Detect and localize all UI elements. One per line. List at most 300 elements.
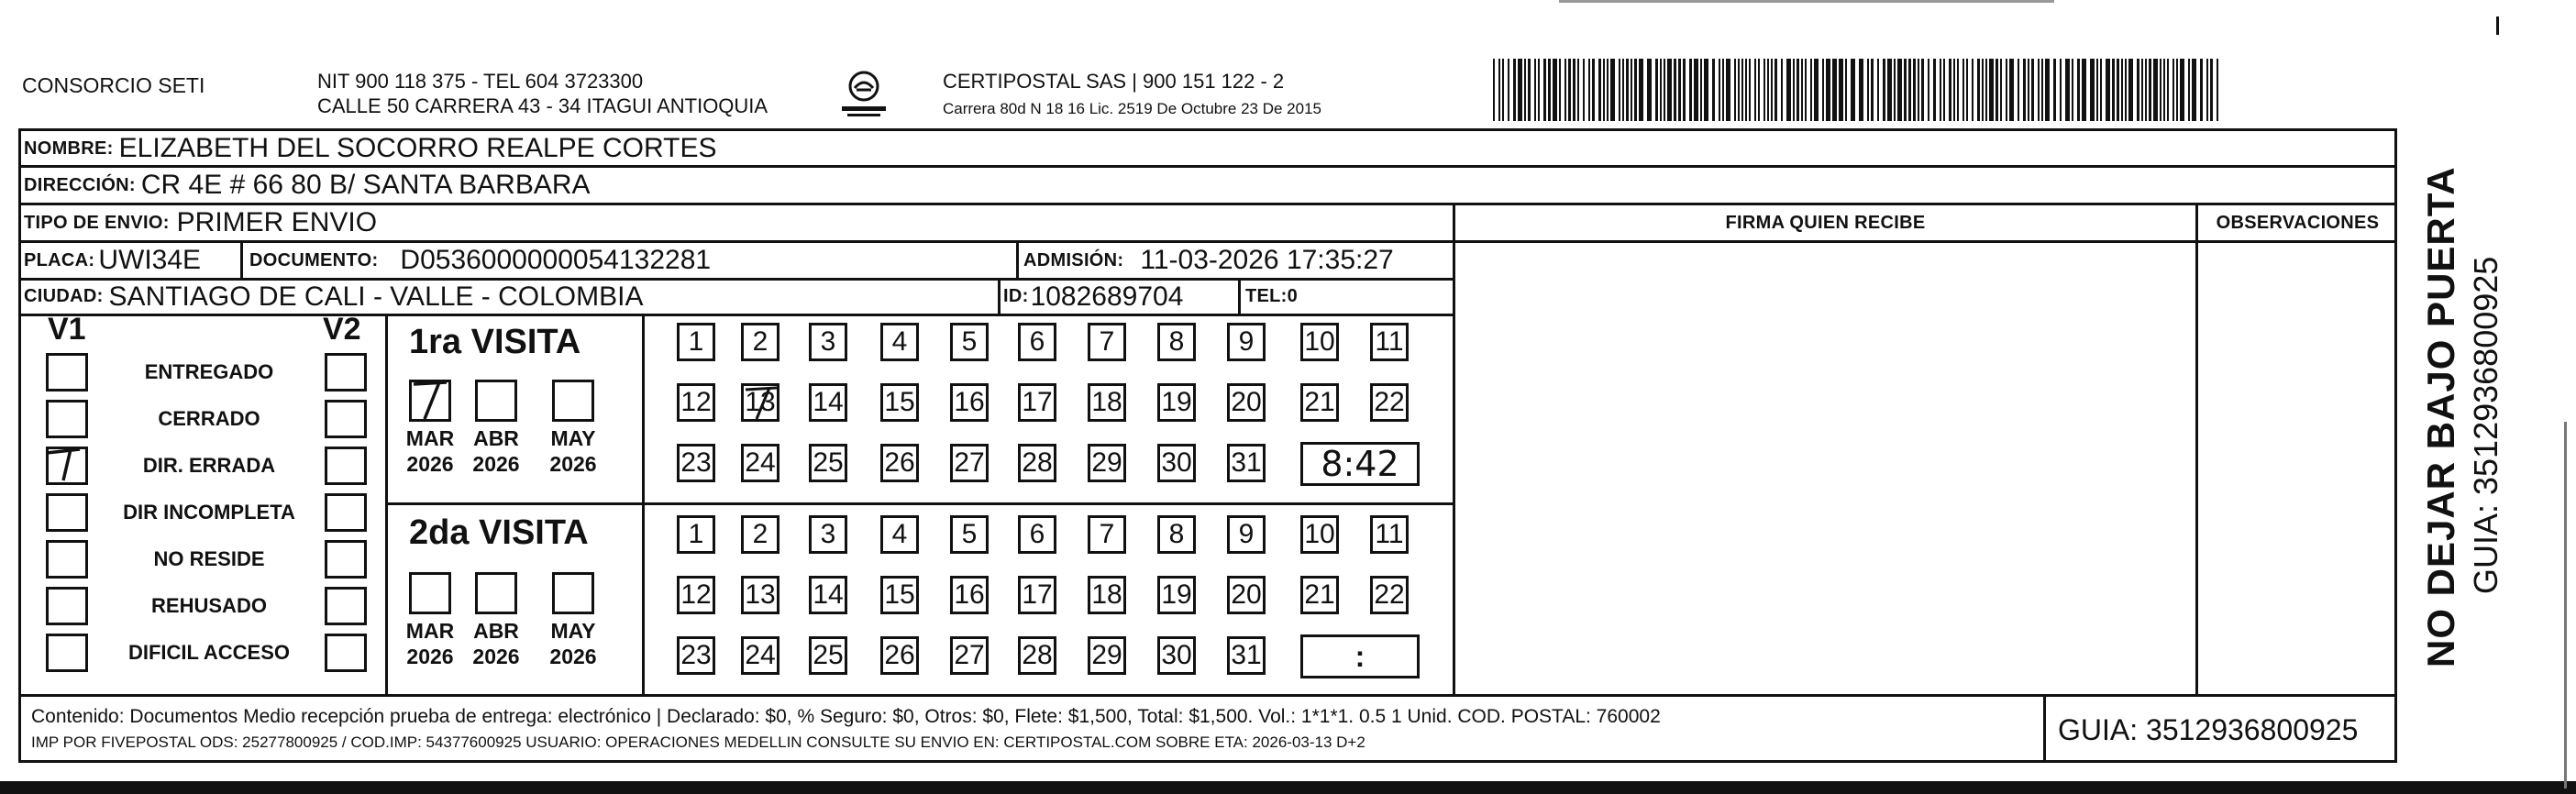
day-box[interactable] [880, 444, 919, 482]
direccion-value: CR 4E # 66 80 B/ SANTA BARBARA [140, 170, 591, 200]
direccion-row [20, 169, 591, 202]
barcode-bar [1805, 59, 1807, 121]
barcode-bar [1877, 59, 1879, 121]
barcode-bar [1534, 59, 1536, 121]
barcode-bar [1845, 59, 1847, 121]
day-number: 20 [1231, 579, 1262, 610]
certipostal-logo [836, 68, 891, 119]
day-box[interactable] [741, 383, 779, 422]
barcode-bar [1726, 59, 1730, 121]
admision-value: 11-03-2026 17:35:27 [1140, 245, 1394, 275]
day-box[interactable] [809, 323, 847, 361]
barcode-bar [2141, 59, 2143, 121]
day-number: 24 [745, 447, 776, 478]
barcode-bar [1822, 59, 1824, 121]
barcode-bar [1722, 59, 1724, 121]
barcode-bar [1904, 59, 1907, 121]
day-number: 14 [813, 579, 844, 610]
barcode-bar [1913, 59, 1916, 121]
day-box[interactable] [1018, 576, 1056, 614]
barcode-bar [1977, 59, 1980, 121]
month-name: MAY [550, 426, 596, 450]
barcode-bar [1583, 59, 1585, 121]
barcode-bar [2117, 59, 2119, 121]
day-number: 16 [954, 387, 985, 417]
day-box[interactable] [1370, 576, 1409, 614]
v2-checkbox[interactable] [325, 400, 367, 438]
divider [1453, 203, 1455, 694]
barcode-bar [2100, 59, 2102, 121]
day-number: 10 [1304, 519, 1335, 549]
divider [240, 240, 243, 278]
barcode-bar [1734, 59, 1736, 121]
id-value: 1082689704 [1030, 281, 1184, 312]
day-box[interactable] [677, 383, 715, 422]
barcode-bar [2009, 59, 2014, 121]
day-number: 28 [1022, 447, 1053, 478]
barcode-bar [1985, 59, 1987, 121]
month-label [398, 425, 462, 477]
day-box[interactable] [677, 323, 715, 361]
month-checkbox[interactable] [552, 380, 594, 422]
day-box[interactable] [1227, 383, 1266, 422]
month-checkbox[interactable] [475, 380, 517, 422]
day-box[interactable] [1370, 323, 1409, 361]
scan-artifact-line [1559, 0, 2054, 3]
v2-checkbox[interactable] [325, 634, 367, 672]
ciudad-value: SANTIAGO DE CALI - VALLE - COLOMBIA [108, 281, 644, 312]
barcode-bar [2192, 59, 2196, 121]
day-number: 30 [1161, 640, 1192, 670]
barcode-bar [1786, 59, 1791, 121]
month-name: ABR [473, 426, 519, 450]
barcode-bar [1887, 59, 1892, 121]
day-box[interactable] [1227, 323, 1266, 361]
day-number: 1 [688, 326, 704, 357]
day-box[interactable] [1018, 636, 1056, 675]
barcode-bar [1957, 59, 1959, 121]
day-box[interactable] [950, 515, 989, 554]
nombre-row [20, 132, 716, 165]
barcode-bar [1921, 59, 1924, 121]
day-box[interactable] [1157, 636, 1196, 675]
day-number: 31 [1231, 640, 1262, 670]
day-number: 19 [1161, 579, 1192, 610]
day-box[interactable] [1088, 444, 1126, 482]
barcode-bar [1962, 59, 1964, 121]
v1-checkbox[interactable] [46, 447, 88, 485]
v2-header: V2 [323, 312, 361, 347]
day-number: 5 [961, 519, 978, 549]
address-line: CALLE 50 CARRERA 43 - 34 ITAGUI ANTIOQUIA [317, 94, 768, 117]
v1-checkbox[interactable] [46, 353, 88, 391]
day-number: 18 [1091, 387, 1122, 417]
day-number: 30 [1161, 447, 1192, 478]
day-box[interactable] [1370, 383, 1409, 422]
barcode-bar [1801, 59, 1803, 121]
day-number: 24 [745, 640, 776, 670]
barcode-bar [1694, 59, 1698, 121]
barcode-bar [1538, 59, 1540, 121]
divider [1016, 240, 1019, 278]
barcode-bar [1894, 59, 1896, 121]
barcode-bar [1631, 59, 1632, 121]
day-box[interactable] [1157, 576, 1196, 614]
month-label [541, 618, 605, 669]
day-number: 4 [891, 519, 908, 549]
barcode-bar [2072, 59, 2073, 121]
day-number: 3 [820, 326, 836, 357]
barcode-bar [1607, 59, 1609, 121]
rule [18, 314, 1453, 316]
month-label [541, 425, 605, 477]
barcode-bar [1738, 59, 1740, 121]
barcode-bar [1897, 59, 1902, 121]
day-number: 1 [688, 519, 704, 549]
day-number: 23 [680, 640, 712, 670]
barcode-bar [1683, 59, 1686, 121]
day-box[interactable] [1088, 515, 1126, 554]
ciudad-label: CIUDAD: [24, 286, 104, 306]
barcode-bar [2045, 59, 2050, 121]
barcode-bar [1502, 59, 1504, 121]
day-box[interactable] [809, 444, 847, 482]
day-box[interactable] [950, 444, 989, 482]
day-box[interactable] [1088, 636, 1126, 675]
day-box[interactable] [950, 636, 989, 675]
day-box[interactable] [1018, 383, 1056, 422]
barcode-bar [2006, 59, 2007, 121]
barcode-bar [1667, 59, 1672, 121]
day-number: 18 [1091, 579, 1122, 610]
day-number: 13 [745, 579, 776, 610]
day-box[interactable] [880, 515, 919, 554]
barcode-bar [2038, 59, 2040, 121]
barcode-bar [2210, 59, 2213, 121]
day-box[interactable] [950, 383, 989, 422]
firma-header: FIRMA QUIEN RECIBE [1725, 213, 1926, 233]
barcode-bar [2121, 59, 2123, 121]
day-box[interactable] [1370, 515, 1409, 554]
barcode-bar [1588, 59, 1590, 121]
v1-checkbox[interactable] [46, 634, 88, 672]
tipo-envio-row [20, 205, 377, 240]
id-label: ID: [1003, 286, 1029, 306]
day-box[interactable] [1227, 444, 1266, 482]
v1-checkbox[interactable] [46, 540, 88, 579]
barcode-bar [1603, 59, 1605, 121]
day-number: 14 [813, 387, 844, 417]
barcode-bar [1619, 59, 1620, 121]
divider [2043, 697, 2046, 763]
barcode-bar [1518, 59, 1522, 121]
tipo-envio-value: PRIMER ENVIO [176, 207, 378, 237]
month-year: 2026 [549, 452, 597, 476]
day-number: 26 [884, 640, 915, 670]
barcode-bar [1883, 59, 1885, 121]
barcode-bar [1943, 59, 1945, 121]
barcode-bar [1851, 59, 1855, 121]
day-number: 29 [1091, 640, 1122, 670]
day-number: 16 [954, 579, 985, 610]
v2-checkbox[interactable] [325, 353, 367, 391]
day-box[interactable] [950, 576, 989, 614]
day-number: 9 [1238, 519, 1255, 549]
day-box[interactable] [677, 576, 715, 614]
day-box[interactable] [1157, 383, 1196, 422]
barcode-bar [1826, 59, 1830, 121]
v1-checkbox[interactable] [46, 400, 88, 438]
day-number: 25 [813, 640, 844, 670]
barcode-bar [1797, 59, 1799, 121]
barcode-bar [1639, 59, 1643, 121]
month-checkbox[interactable] [409, 380, 451, 422]
barcode-bar [2060, 59, 2062, 121]
day-box[interactable] [1300, 383, 1339, 422]
barcode-bar [1989, 59, 1994, 121]
day-mark [742, 382, 782, 423]
day-box[interactable] [1300, 515, 1339, 554]
month-label [464, 425, 528, 477]
day-box[interactable] [677, 444, 715, 482]
time-field[interactable]: : [1300, 634, 1420, 678]
day-number: 27 [954, 447, 985, 478]
barcode-bar [2082, 59, 2086, 121]
v2-checkbox[interactable] [325, 540, 367, 579]
tel-value: 0 [1287, 286, 1299, 306]
documento-row [246, 243, 711, 278]
time-field[interactable]: 8:42 [1300, 442, 1420, 486]
admision-label: ADMISIÓN: [1023, 249, 1124, 270]
side-warning: NO DEJAR BAJO PUERTA [2419, 166, 2462, 667]
day-number: 15 [884, 387, 915, 417]
day-box[interactable] [1157, 515, 1196, 554]
barcode-bar [1498, 59, 1500, 121]
day-box[interactable] [809, 636, 847, 675]
day-box[interactable] [1088, 323, 1126, 361]
status-label: CERRADO [158, 407, 260, 430]
barcode-bar [1867, 59, 1869, 121]
barcode-bar [1655, 59, 1658, 121]
barcode-bar [1918, 59, 1919, 121]
day-box[interactable] [809, 576, 847, 614]
side-guia: GUIA: 3512936800925 [2467, 256, 2504, 594]
barcode-bar [2172, 59, 2174, 121]
barcode-bar [2018, 59, 2019, 121]
day-number: 19 [1161, 387, 1192, 417]
day-box[interactable] [1300, 323, 1339, 361]
barcode-bar [1758, 59, 1760, 121]
barcode-bar [2090, 59, 2095, 121]
month-name: ABR [473, 619, 519, 643]
day-number: 20 [1231, 387, 1262, 417]
barcode-bar [2041, 59, 2043, 121]
barcode-bar [1508, 59, 1509, 121]
day-box[interactable] [1088, 576, 1126, 614]
month-checkbox[interactable] [475, 572, 517, 614]
day-box[interactable] [741, 444, 779, 482]
barcode-bar [2163, 59, 2165, 121]
barcode-bar [2200, 59, 2203, 121]
barcode-bar [2217, 59, 2218, 121]
month-label [464, 618, 528, 669]
barcode-bar [2053, 59, 2056, 121]
day-box[interactable] [1088, 383, 1126, 422]
barcode-bar [1719, 59, 1720, 121]
day-number: 9 [1238, 326, 1255, 357]
day-box[interactable] [1018, 323, 1056, 361]
v1-checkbox[interactable] [46, 587, 88, 625]
day-number: 7 [1099, 519, 1115, 549]
day-number: 15 [884, 579, 915, 610]
day-number: 21 [1304, 387, 1335, 417]
v2-checkbox[interactable] [325, 493, 367, 532]
day-number: 7 [1099, 326, 1115, 357]
day-box[interactable] [1157, 323, 1196, 361]
day-number: 3 [820, 519, 836, 549]
v2-checkbox[interactable] [325, 447, 367, 485]
day-box[interactable] [1157, 444, 1196, 482]
status-label: DIR INCOMPLETA [123, 501, 295, 524]
day-number: 17 [1022, 387, 1053, 417]
scan-right-edge [2564, 422, 2567, 788]
barcode-bar [1493, 59, 1495, 121]
barcode-bar [1940, 59, 1941, 121]
barcode-bar [2188, 59, 2190, 121]
barcode-bar [1592, 59, 1595, 121]
day-box[interactable] [1227, 636, 1266, 675]
nombre-value: ELIZABETH DEL SOCORRO REALPE CORTES [118, 133, 717, 163]
month-year: 2026 [472, 452, 520, 476]
month-year: 2026 [472, 645, 520, 668]
day-box[interactable] [880, 383, 919, 422]
nombre-label: NOMBRE: [24, 138, 114, 159]
day-box[interactable] [880, 323, 919, 361]
barcode-bar [2031, 59, 2034, 121]
day-box[interactable] [1300, 576, 1339, 614]
v2-checkbox[interactable] [325, 587, 367, 625]
month-checkbox[interactable] [552, 572, 594, 614]
day-box[interactable] [1227, 576, 1266, 614]
barcode-bar [1678, 59, 1681, 121]
day-box[interactable] [809, 515, 847, 554]
barcode-bar [1553, 59, 1557, 121]
barcode-bar [2145, 59, 2147, 121]
barcode-bar [1745, 59, 1747, 121]
day-box[interactable] [1227, 515, 1266, 554]
observaciones-header: OBSERVACIONES [2216, 213, 2380, 233]
month-checkbox[interactable] [409, 572, 451, 614]
visit1-title: 1ra VISITA [409, 323, 581, 361]
documento-label: DOCUMENTO: [249, 249, 379, 270]
barcode-bar [1634, 59, 1637, 121]
placa-label: PLACA: [24, 249, 95, 270]
barcode-bar [1524, 59, 1526, 121]
barcode-bar [1610, 59, 1615, 121]
day-box[interactable] [741, 636, 779, 675]
barcode-bar [2065, 59, 2070, 121]
barcode-bar [2106, 59, 2110, 121]
day-box[interactable] [677, 515, 715, 554]
day-box[interactable] [741, 323, 779, 361]
day-number: 6 [1029, 519, 1045, 549]
barcode-bar [1793, 59, 1795, 121]
company-name: CONSORCIO SETI [22, 73, 205, 97]
barcode-bar [1767, 59, 1769, 121]
barcode-bar [1700, 59, 1702, 121]
day-box[interactable] [950, 323, 989, 361]
barcode-bar [2128, 59, 2133, 121]
day-box[interactable] [880, 636, 919, 675]
day-number: 11 [1375, 519, 1404, 549]
barcode-bar [2112, 59, 2115, 121]
barcode-bar [2137, 59, 2139, 121]
day-box[interactable] [677, 636, 715, 675]
day-number: 26 [884, 447, 915, 478]
day-box[interactable] [741, 515, 779, 554]
barcode-bar [1689, 59, 1692, 121]
barcode-bar [1839, 59, 1843, 121]
month-year: 2026 [406, 452, 454, 476]
barcode-bar [1513, 59, 1516, 121]
day-number: 13 [745, 387, 776, 417]
barcode-bar [1810, 59, 1812, 121]
barcode-bar [1982, 59, 1984, 121]
nit-line: NIT 900 118 375 - TEL 604 3723300 [317, 70, 644, 93]
barcode-bar [2153, 59, 2158, 121]
v1-checkbox[interactable] [46, 493, 88, 532]
barcode-bar [1966, 59, 1968, 121]
license-line: Carrera 80d N 18 16 Lic. 2519 De Octubre 23 De 2015 [943, 100, 1321, 117]
month-name: MAY [550, 619, 596, 643]
day-number: 22 [1374, 387, 1405, 417]
status-label: DIFICIL ACCESO [127, 641, 290, 664]
footer-contenido: Contenido: Documentos Medio recepción prueba de entrega: electrónico | Declarado: $0, % Seguro: $0, Otros: $0, Flete: $1,500, Total: $1,500. Vol.: 1*1*1. 0.5 1 Unid. COD. POSTAL: 760002 [31, 706, 1661, 727]
barcode-bar [1871, 59, 1874, 121]
barcode-bar [1953, 59, 1955, 121]
day-box[interactable] [1018, 515, 1056, 554]
barcode-bar [2096, 59, 2098, 121]
barcode-bar [1781, 59, 1783, 121]
barcode-bar [1933, 59, 1936, 121]
barcode-bar [1749, 59, 1751, 121]
day-box[interactable] [880, 576, 919, 614]
status-label: REHUSADO [151, 594, 267, 617]
day-number: 10 [1304, 326, 1335, 357]
barcode-bar [2180, 59, 2184, 121]
barcode-bar [2160, 59, 2161, 121]
day-box[interactable] [809, 383, 847, 422]
barcode-bar [2125, 59, 2127, 121]
documento-value: D0536000000054132281 [400, 245, 712, 275]
barcode-bar [2176, 59, 2178, 121]
barcode-bar [1660, 59, 1662, 121]
status-label: NO RESIDE [153, 547, 265, 570]
day-number: 22 [1374, 579, 1405, 610]
day-box[interactable] [1018, 444, 1056, 482]
barcode-bar [1972, 59, 1973, 121]
day-number: 21 [1304, 579, 1335, 610]
scan-bottom-edge [0, 781, 2576, 794]
barcode-bar [1712, 59, 1715, 121]
month-year: 2026 [406, 645, 454, 668]
day-number: 29 [1091, 447, 1122, 478]
barcode-bar [1763, 59, 1765, 121]
day-box[interactable] [741, 576, 779, 614]
scan-artifact-mark [2496, 17, 2499, 35]
barcode-bar [1859, 59, 1863, 121]
barcode-bar [1626, 59, 1629, 121]
